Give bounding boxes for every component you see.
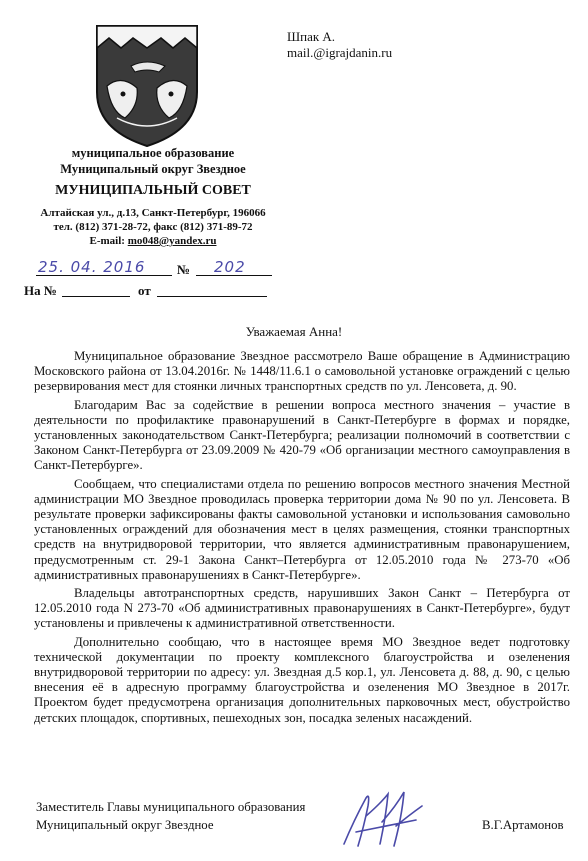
body-paragraph: Благодарим Вас за содействие в решении вопроса местного значения – участие в деятельности по профилактике правонарушений в Санкт-Петербурге в формах и порядке, установленных законодательством Санкт-Петербурга; реализации полномочий в соответствии с Законом Санкт-Петербурга от 23.09.2009 № 420-79 «Об организации местного самоуправления в Санкт-Петербурге». [34,397,570,473]
from-underline [157,296,267,297]
number-handwritten: 202 [214,258,246,276]
signatory-name: В.Г.Артамонов [482,818,564,832]
org-email-line [0,235,306,247]
org-type-label: муниципальное образование [71,146,235,160]
body-paragraph: Владельцы автотранспортных средств, нарушивших Закон Санкт – Петербурга от 12.05.2010 года N 273-70 «Об административных правонарушениях в Санкт-Петербурге», будут установлены и привлечены к административной ответственности. [34,586,570,631]
signatory-title: Заместитель Главы муниципального образования [36,800,306,814]
number-label: № [177,262,191,277]
email-label: E-mail: [89,235,128,247]
coat-of-arms-emblem [93,22,201,150]
org-email-link[interactable]: mo048@yandex.ru [127,235,217,247]
org-name: Муниципальный округ Звездное [60,162,246,176]
org-phones: тел. (812) 371-28-72, факс (812) 371-89-72 [53,221,253,233]
addressee-name: Шпак А. [287,29,336,44]
ref-label: На № [24,283,57,298]
addressee-block [287,29,392,61]
handwritten-signature [336,786,436,852]
salutation: Уважаемая Анна! [245,324,343,339]
council-title: МУНИЦИПАЛЬНЫЙ СОВЕТ [55,183,251,198]
signatory-org: Муниципальный округ Звездное [36,818,214,832]
body-paragraph: Дополнительно сообщаю, что в настоящее время МО Звездное ведет подготовку технической документации по проекту комплексного благоустройства и озеленения внутридворовой территории по адресу: ул. Звездная д.5 кор.1, ул. Ленсовета д. 88, д. 90, с целью внесения её в адресную программу благоустройства и озеленения МО Звездное в 2017г. Проектом будет предусмотрена организация дополнительных парковочных мест, обустройство детских площадок, спортивных, пешеходных зон, посадка зеленых насаждений. [34,634,570,725]
addressee-email: mail.@igrajdanin.ru [287,45,393,60]
body-paragraph: Сообщаем, что специалистами отдела по решению вопросов местного значения Местной администрации МО Звездное проводилась проверка территории дома № 90 по ул. Ленсовета. В результате проверки зафиксированы факты самовольной установки и использования самовольно установленных ограждений для обозначения мест в целях размещения, стоянки транспортных средств на внутридворовой территории, что является административным правонарушением, предусмотренным ст. 29-1 Закона Санкт–Петербурга от 12.05.2010 года № 273-70 «Об административных правонарушениях в Санкт-Петербурге». [34,476,570,582]
body-paragraph: Муниципальное образование Звездное рассмотрело Ваше обращение в Администрацию Московского района от 13.04.2016г. № 1448/11.6.1 о самовольной установке ограждений с целью резервирования мест для стоянки личных транспортных средств по ул. Ленсовета, д. 90. [34,349,570,394]
date-handwritten: 25. 04. 2016 [38,258,146,276]
ref-underline [62,296,130,297]
letter-body [34,349,570,729]
from-label: от [138,283,151,298]
org-address: Алтайская ул., д.13, Санкт-Петербург, 196066 [40,207,266,219]
